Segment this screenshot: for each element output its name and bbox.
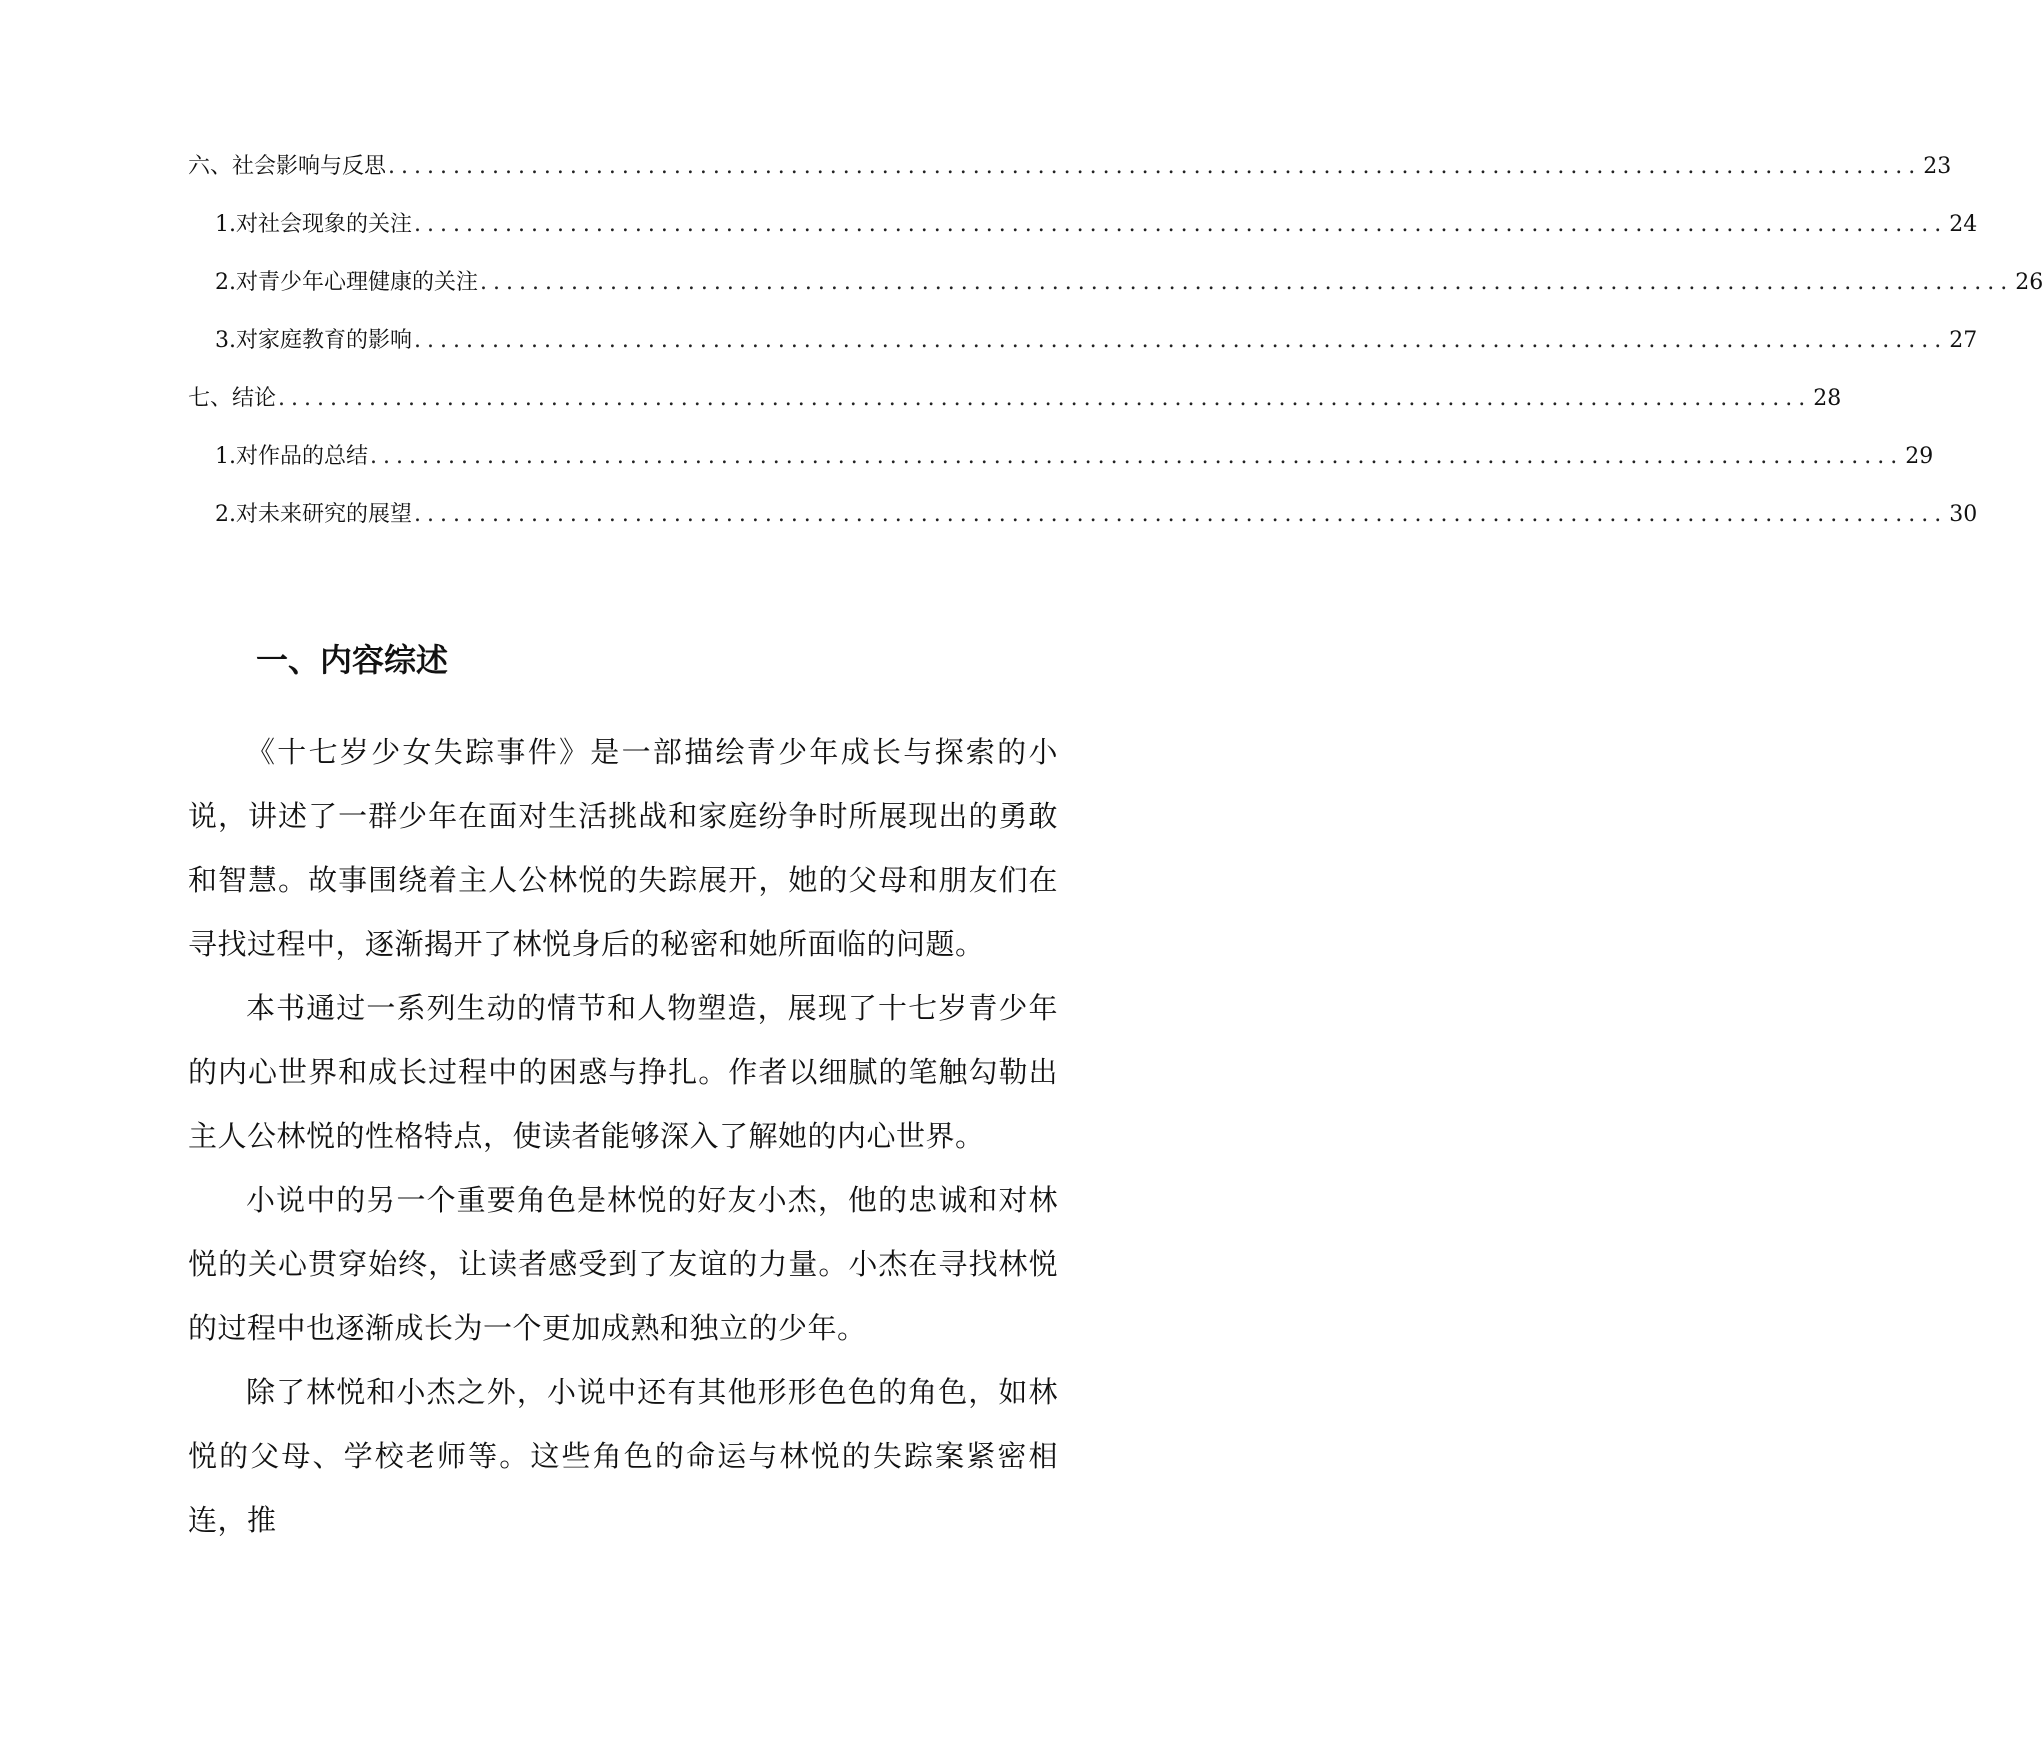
toc-entry-6-1[interactable] (215, 208, 1978, 242)
toc-entry-section-7[interactable] (188, 382, 1842, 416)
toc-entry-7-2[interactable] (215, 498, 1978, 532)
toc-entry-number: 2. (215, 502, 236, 527)
toc-dot-leader: ...................................................................................................................... (370, 444, 1904, 469)
toc-entry-title: 对作品的总结 (236, 444, 369, 469)
toc-entry-title: 对社会现象的关注 (236, 212, 413, 237)
toc-dot-leader: ...................................................................................................................... (414, 502, 1948, 527)
toc-dot-leader: ...................................................................................................................... (414, 328, 1948, 353)
toc-entry-7-1[interactable] (215, 440, 1934, 474)
toc-page-number: 29 (1905, 444, 1934, 469)
toc-entry-number: 3. (215, 328, 236, 353)
body-paragraph: 本书通过一系列生动的情节和人物塑造，展现了十七岁青少年的内心世界和成长过程中的困惑与挣扎。作者以细腻的笔触勾勒出主人公林悦的性格特点，使读者能够深入了解她的内心世界。 (188, 991, 1058, 1153)
toc-dot-leader: ...................................................................................................................... (388, 154, 1922, 179)
body-paragraph: 除了林悦和小杰之外，小说中还有其他形形色色的角色，如林悦的父母、学校老师等。这些角色的命运与林悦的失踪案紧密相连，推 (188, 1375, 1058, 1537)
toc-entry-section-6[interactable] (188, 150, 1952, 184)
toc-entry-number: 1. (215, 444, 236, 469)
body-paragraph: 小说中的另一个重要角色是林悦的好友小杰，他的忠诚和对林悦的关心贯穿始终，让读者感受到了友谊的力量。小杰在寻找林悦的过程中也逐渐成长为一个更加成熟和独立的少年。 (188, 1183, 1058, 1345)
toc-entry-6-3[interactable] (215, 324, 1978, 358)
toc-page-number: 27 (1949, 328, 1978, 353)
toc-entry-6-2[interactable] (215, 266, 2043, 300)
toc-entry-number: 2. (215, 270, 236, 295)
toc-entry-title: 六、社会影响与反思 (188, 154, 387, 179)
section-heading: 一、内容综述 (256, 641, 449, 679)
toc-dot-leader: ...................................................................................................................... (414, 212, 1948, 237)
toc-page-number: 30 (1949, 502, 1978, 527)
toc-page-number: 28 (1813, 386, 1842, 411)
toc-entry-title: 七、结论 (188, 386, 277, 411)
toc-dot-leader: ...................................................................................................................... (278, 386, 1812, 411)
toc-entry-number: 1. (215, 212, 236, 237)
section-body (188, 720, 1058, 1552)
toc-entry-title: 对青少年心理健康的关注 (236, 270, 479, 295)
toc-dot-leader: ...................................................................................................................... (480, 270, 2014, 295)
toc-page-number: 23 (1923, 154, 1952, 179)
toc-page-number: 24 (1949, 212, 1978, 237)
body-paragraph: 《十七岁少女失踪事件》是一部描绘青少年成长与探索的小说，讲述了一群少年在面对生活挑战和家庭纷争时所展现出的勇敢和智慧。故事围绕着主人公林悦的失踪展开，她的父母和朋友们在寻找过程中，逐渐揭开了林悦身后的秘密和她所面临的问题。 (188, 735, 1058, 961)
toc-entry-title: 对未来研究的展望 (236, 502, 413, 527)
toc-page-number: 26 (2015, 270, 2043, 295)
toc-entry-title: 对家庭教育的影响 (236, 328, 413, 353)
